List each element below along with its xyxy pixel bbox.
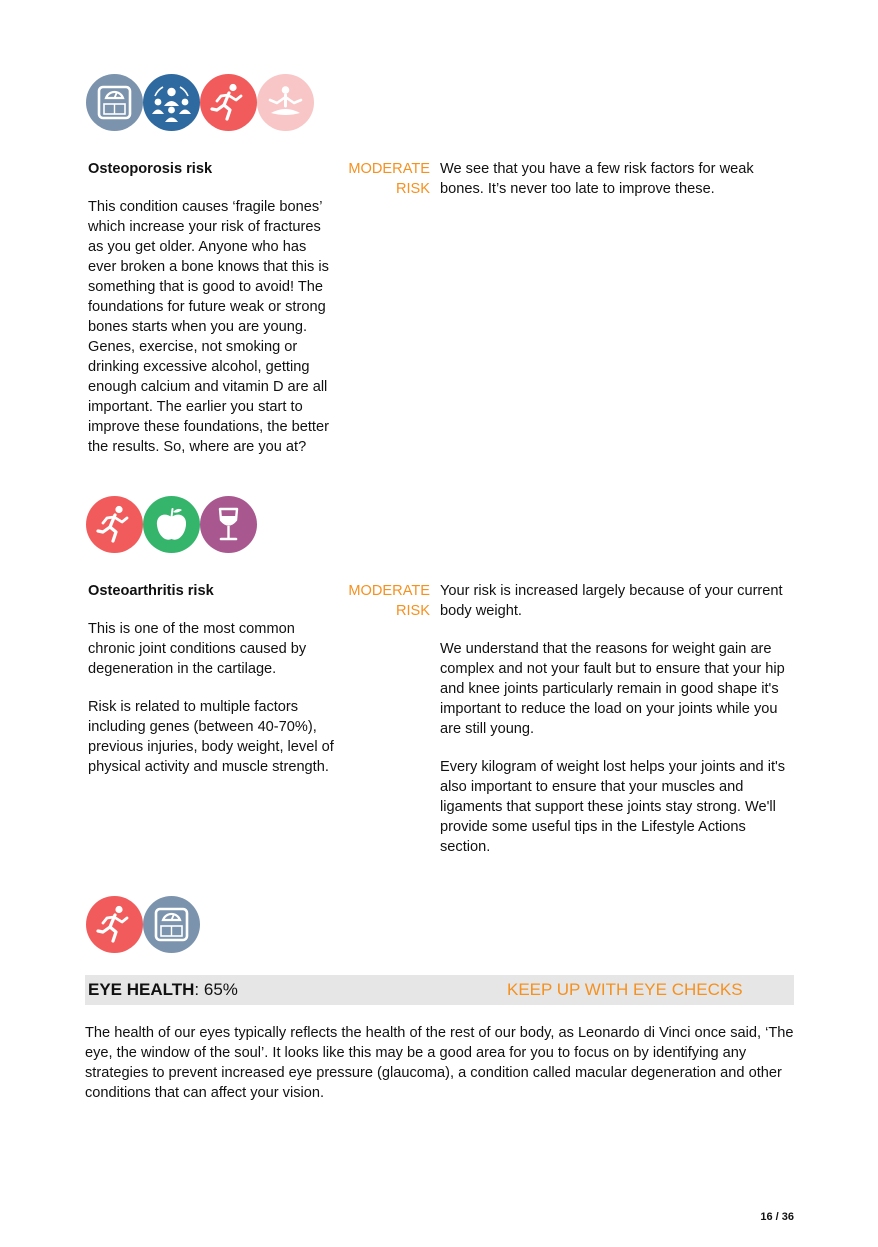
osteoporosis-description [88, 197, 336, 475]
eye-health-header [85, 975, 794, 1005]
osteoporosis-risk-level [338, 159, 430, 199]
osteoporosis-result-text: We see that you have a few risk factors for weak bones. It’s never too late to improve these. [440, 161, 754, 197]
osteoporosis-risk-line1: MODERATE [348, 161, 430, 177]
meditation-icon [257, 74, 314, 131]
running-icon [200, 74, 257, 131]
eye-health-action: KEEP UP WITH EYE CHECKS [507, 980, 743, 999]
wine-icon [200, 496, 257, 553]
page-number: 16 / 36 [760, 1211, 794, 1223]
eye-health-separator: : [194, 980, 200, 999]
scale-icon [143, 896, 200, 953]
osteoporosis-risk-line2: RISK [395, 181, 430, 197]
osteoarthritis-result-p2: We understand that the reasons for weight gain are complex and not your fault but to ensure that your hip and knee joints particularly remain in good shape it's important to reduce the load on your joints while you are still young. [440, 641, 785, 737]
osteoarthritis-result-p3: Every kilogram of weight lost helps your joints and it's also important to ensure that your muscles and ligaments that support these joints stay strong. We'll provide some useful tips in the Lifestyle Actions section. [440, 759, 786, 855]
osteoporosis-result [440, 159, 796, 217]
running-icon [86, 896, 143, 953]
osteoarthritis-description-p2: Risk is related to multiple factors including genes (between 40-70%), previous injuries, body weight, level of physical activity and muscle strength. [88, 699, 334, 775]
eye-health-score: 65% [203, 980, 238, 999]
eye-health-title [88, 979, 238, 1001]
eye-health-body: The health of our eyes typically reflects the health of the rest of our body, as Leonardo di Vinci once said, ‘The eye, the window of the soul’. It looks like this may be a good area for you to focus on by identifying any strategies to prevent increased eye pressure (glaucoma), a condition called macular degeneration and other conditions that can affect your vision. [85, 1025, 794, 1101]
eye-health-label: EYE HEALTH [88, 980, 195, 999]
apple-icon [143, 496, 200, 553]
osteoarthritis-result [440, 581, 796, 875]
osteoarthritis-risk-line2: RISK [395, 603, 430, 619]
osteoarthritis-result-p1: Your risk is increased largely because of your current body weight. [440, 583, 783, 619]
scale-icon [86, 74, 143, 131]
osteoarthritis-risk-level [338, 581, 430, 621]
osteoarthritis-risk-line1: MODERATE [348, 583, 430, 599]
osteoarthritis-title: Osteoarthritis risk [88, 583, 214, 599]
osteoarthritis-description-p1: This is one of the most common chronic joint conditions caused by degeneration in the cartilage. [88, 621, 307, 677]
osteoporosis-title: Osteoporosis risk [88, 161, 213, 177]
osteoporosis-description-text: This condition causes ‘fragile bones’ which increase your risk of fractures as you get older. Anyone who has ever broken a bone knows that this is something that is good to avoid! The foundations for future weak or strong bones starts when you are young. Genes, exercise, not smoking or drinking excessive alcohol, getting enough calcium and vitamin D are all important. The earlier you start to improve these foundations, the better the results. So, where are you at? [88, 199, 329, 455]
running-icon [86, 496, 143, 553]
osteoarthritis-description [88, 619, 338, 795]
group-icon [143, 74, 200, 131]
